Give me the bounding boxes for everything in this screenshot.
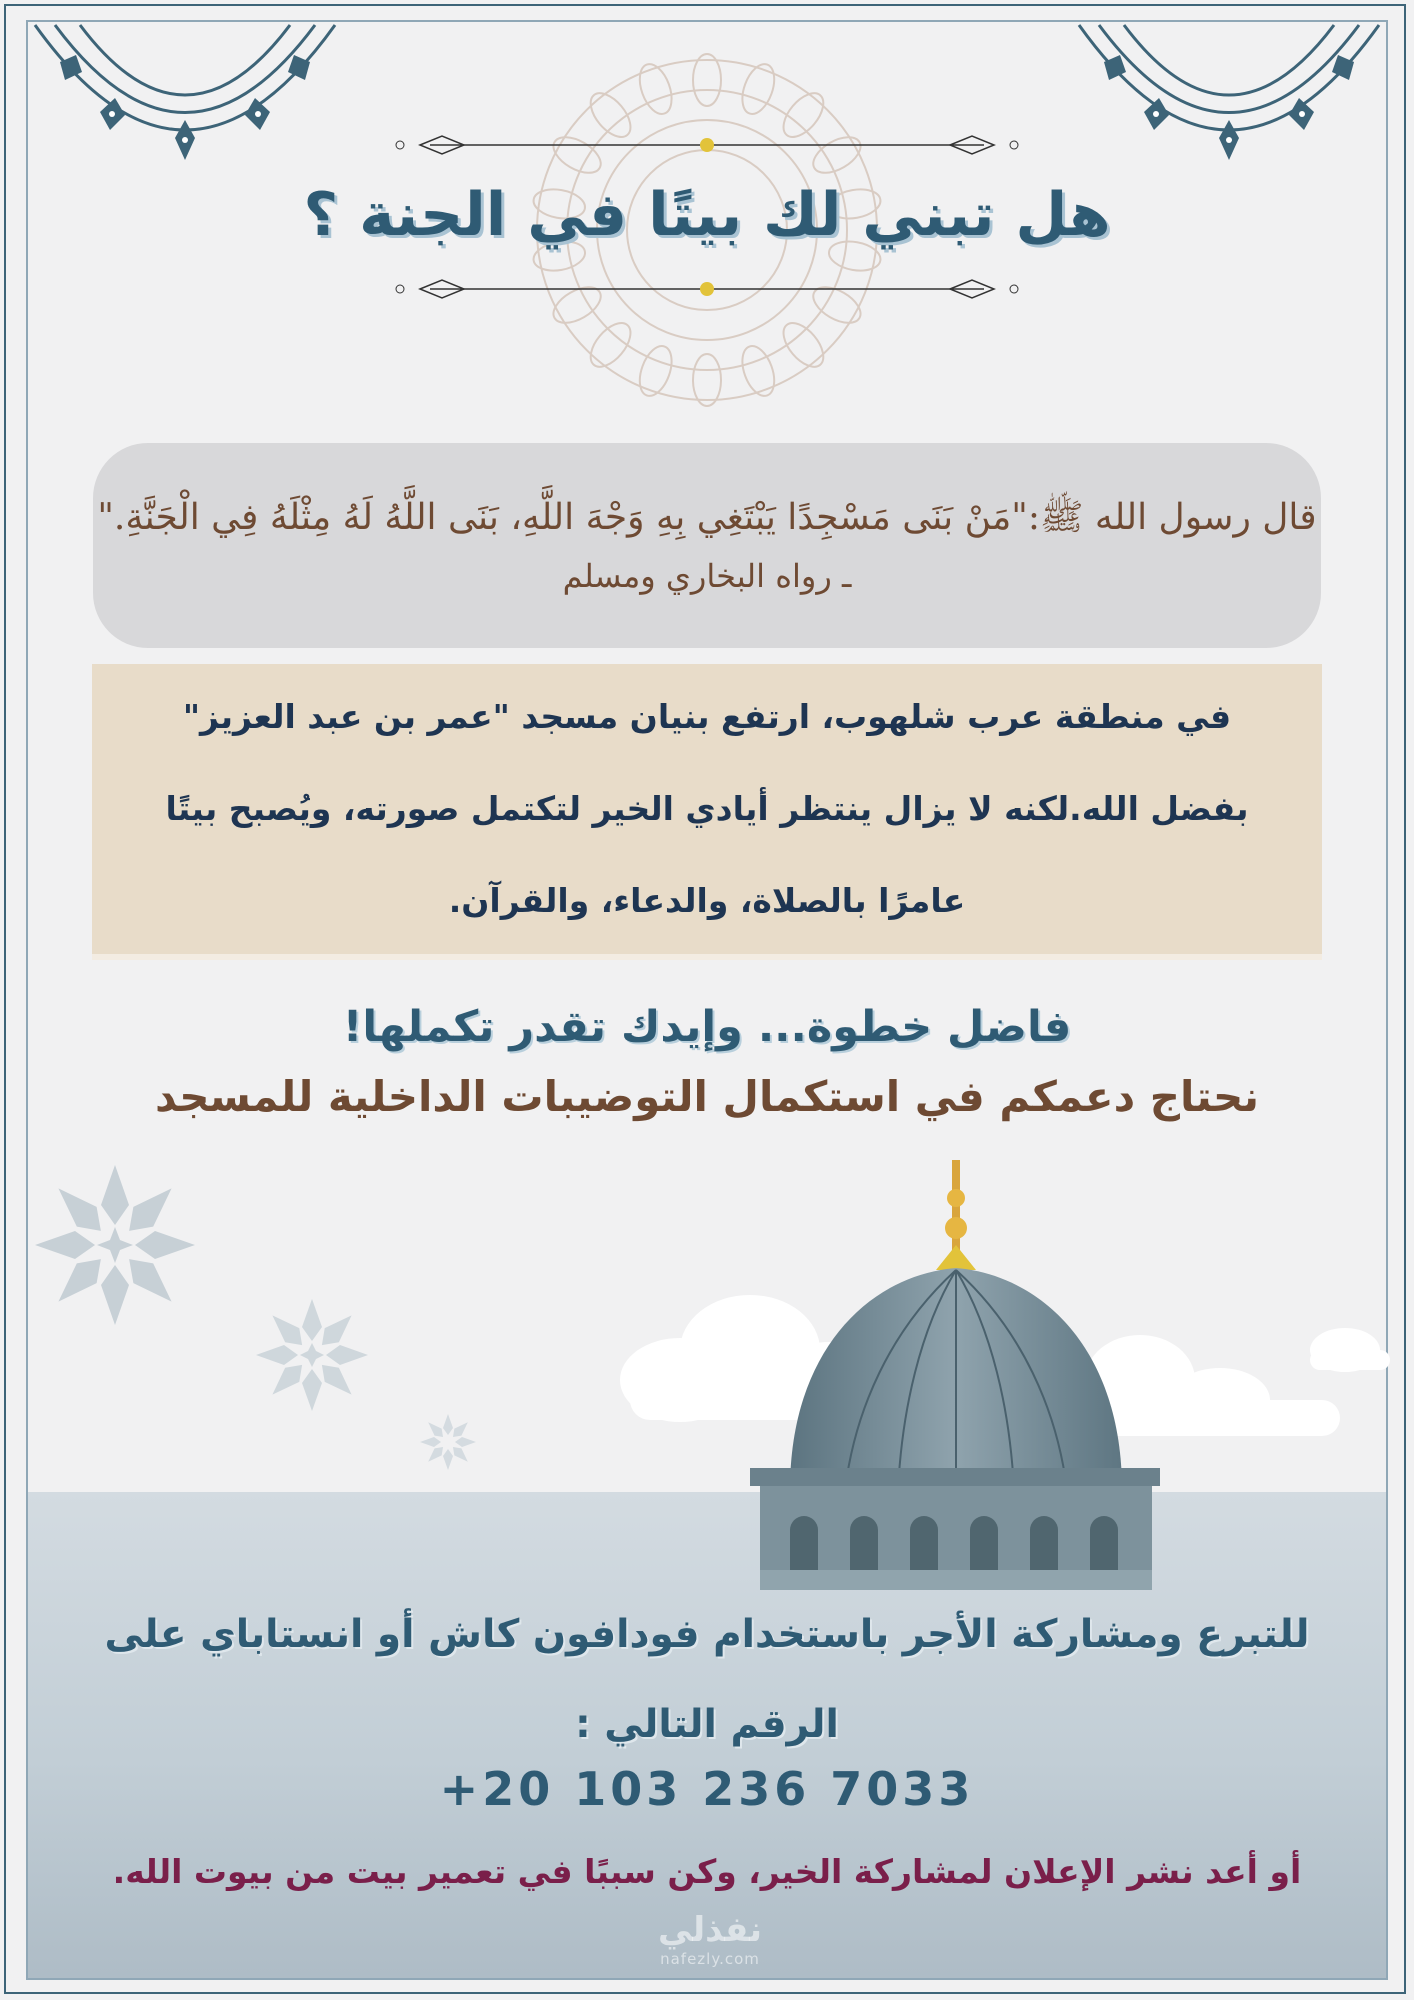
title-block (300, 130, 1114, 300)
hadith-source: ـ رواه البخاري ومسلم (562, 556, 852, 595)
star-flower-icon (418, 1412, 478, 1472)
watermark-latin: nafezly.com (660, 1950, 760, 1968)
page-title: هل تبني لك بيتًا في الجنة ؟ (303, 180, 1111, 250)
hadith-text: قال رسول الله ﷺ:"مَنْ بَنَى مَسْجِدًا يَبْتَغِي بِهِ وَجْهَ اللَّهِ، بَنَى اللَّهُ لَهُ مِثْلَهُ فِي الْجَنَّةِ." (97, 496, 1317, 538)
corner-ornament-icon (30, 20, 340, 180)
cta-headline: فاضل خطوة... وإيدك تقدر تكملها! (342, 1002, 1072, 1052)
star-flower-icon (30, 1160, 200, 1330)
share-text: أو أعد نشر الإعلان لمشاركة الخير، وكن سببًا في تعمير بيت من بيوت الله. (112, 1852, 1302, 1891)
story-box (92, 664, 1322, 960)
phone-number: +20 103 236 7033 (439, 1762, 975, 1816)
dome-icon (640, 1150, 1160, 1590)
star-flower-icon (252, 1295, 372, 1415)
watermark (620, 1910, 800, 1968)
corner-ornament-icon (1074, 20, 1384, 180)
hadith-box (93, 443, 1321, 648)
watermark-arabic: نفذلي (657, 1910, 763, 1950)
story-text: في منطقة عرب شلهوب، ارتفع بنيان مسجد "عمر بن عبد العزيز" بفضل الله.لكنه لا يزال ينتظر أيادي الخير لتكتمل صورته، ويُصبح بيتًا عامرًا بالصلاة، والدعاء، والقرآن. (165, 697, 1249, 920)
cta-subline: نحتاج دعمكم في استكمال التوضيبات الداخلية للمسجد (154, 1072, 1260, 1121)
donation-instructions: للتبرع ومشاركة الأجر باستخدام فودافون كاش أو انستاباي على الرقم التالي : (104, 1612, 1310, 1747)
